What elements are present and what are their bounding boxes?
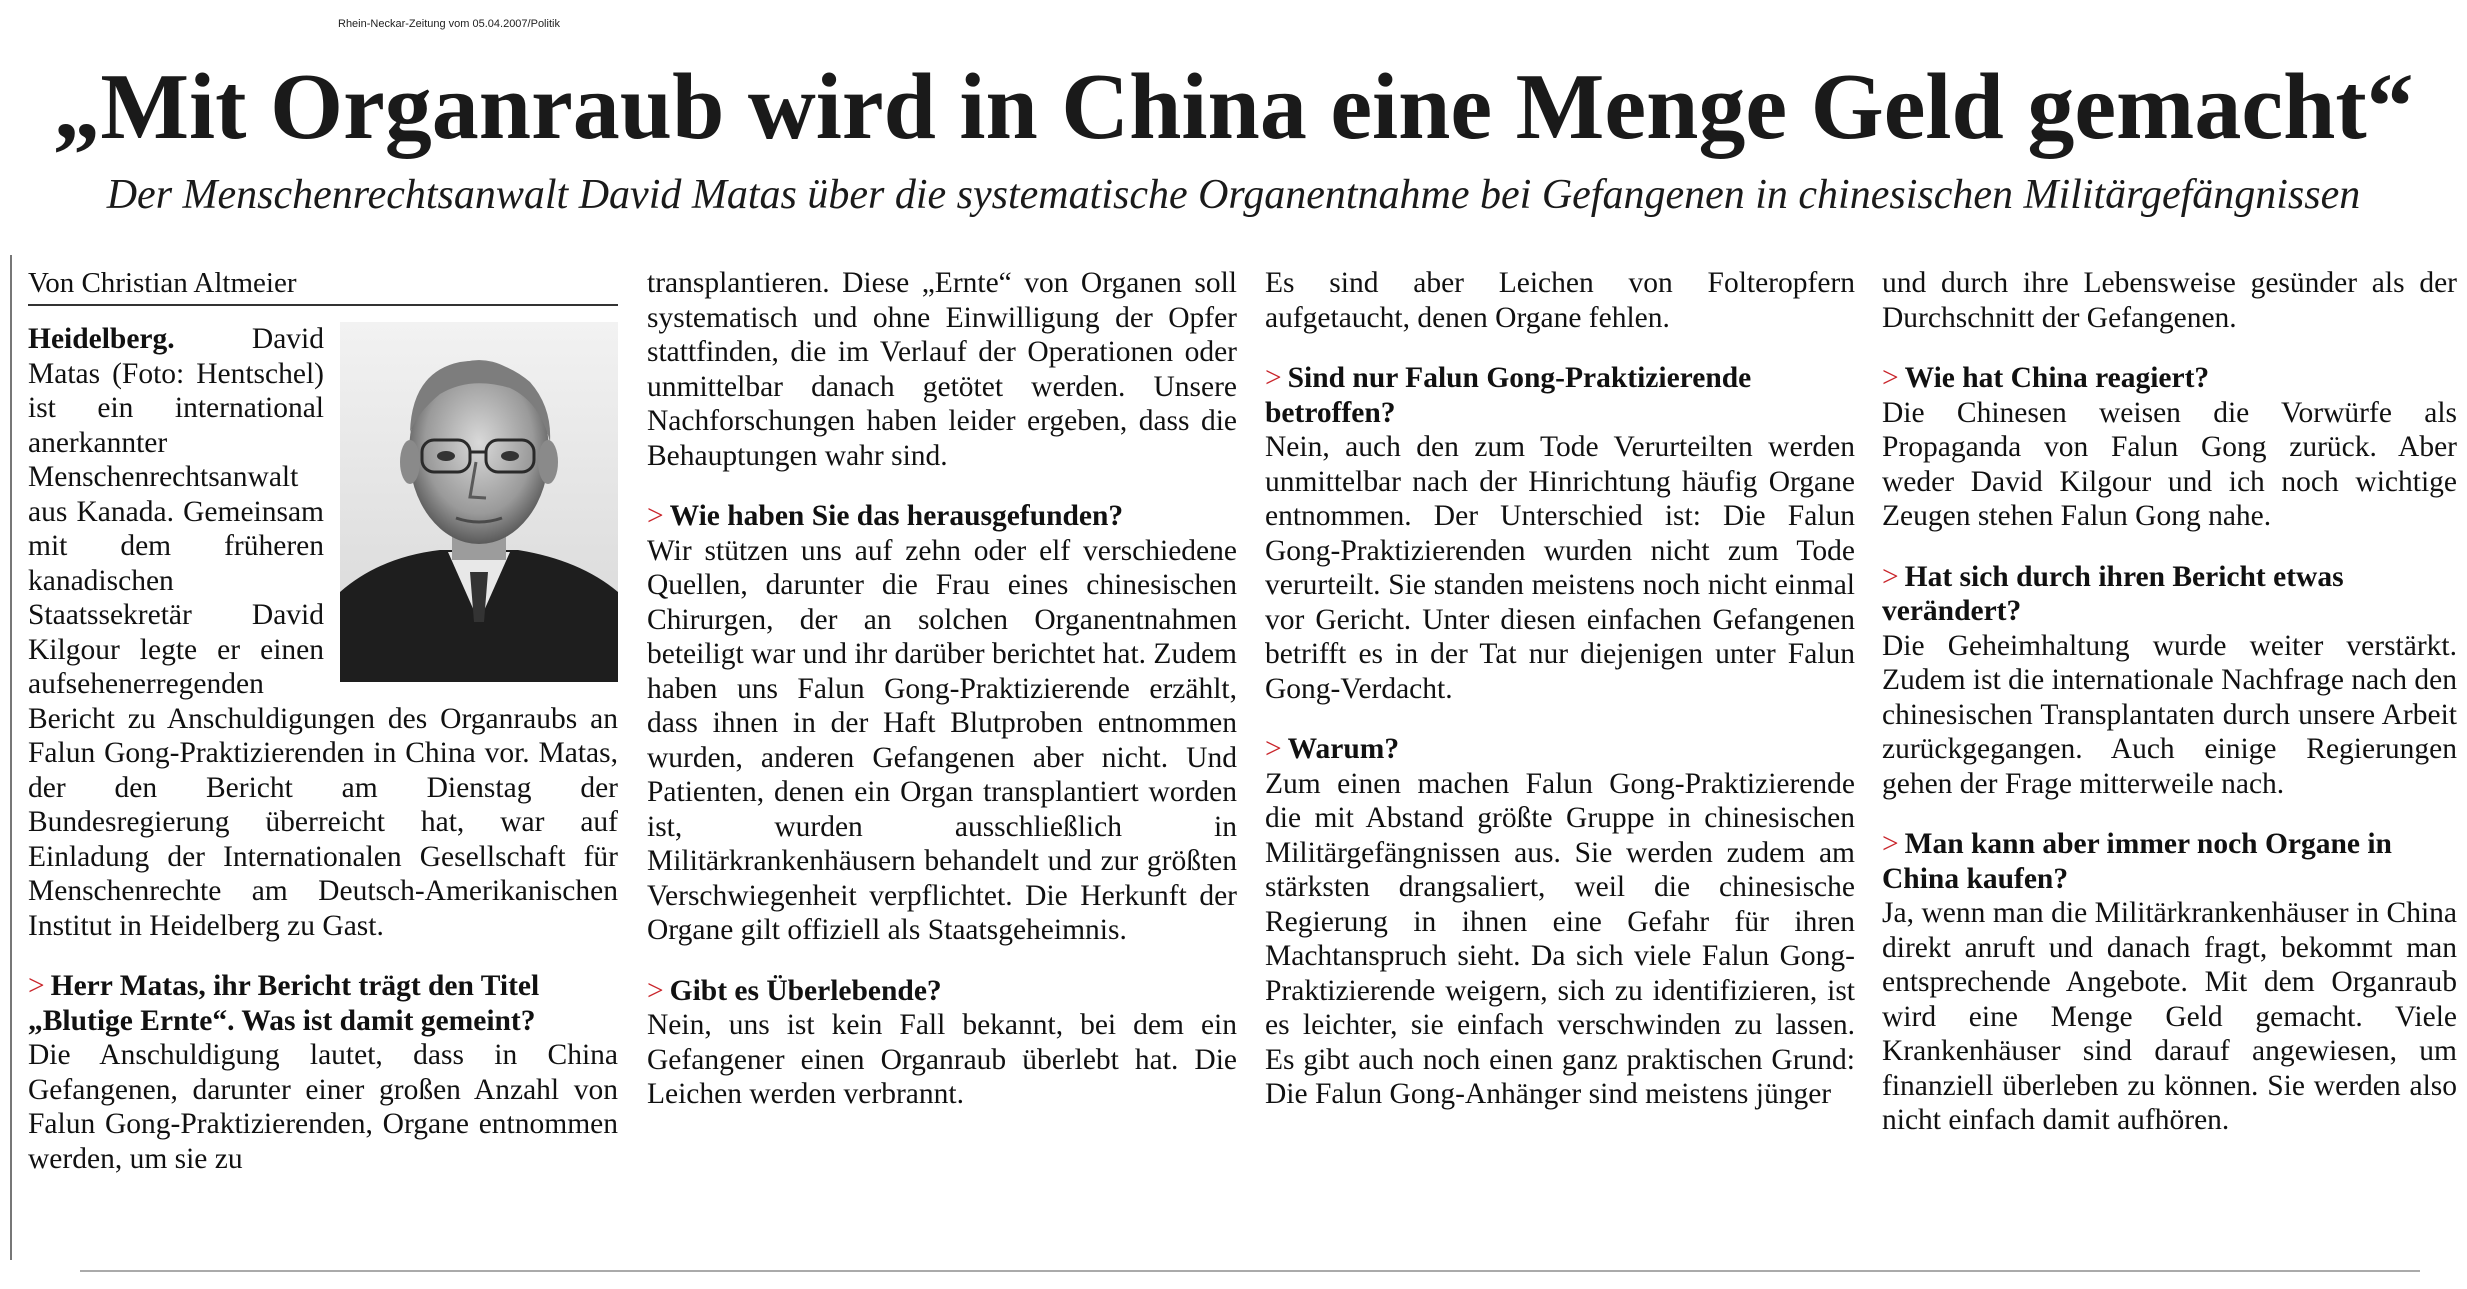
question — [647, 974, 1237, 1009]
question-text: Man kann aber immer noch Organe in China kaufen? — [1882, 828, 2392, 895]
bottom-rule — [80, 1270, 2420, 1272]
question-text: Gibt es Überlebende? — [669, 974, 942, 1007]
question-marker-icon: > — [1882, 828, 1899, 860]
question-marker-icon: > — [28, 970, 45, 1002]
question — [1882, 361, 2457, 396]
question-text: Warum? — [1287, 733, 1400, 765]
question-marker-icon: > — [647, 500, 664, 532]
answer: Die Geheimhaltung wurde weiter verstärkt. Zudem ist die internationale Nachfrage nach den chinesischen Transplantaten durch unsere Arbeit zurückgegangen. Auch einige Regierungen gehen der Frage mitterweile nach. — [1882, 629, 2458, 800]
author-byline: Von Christian Altmeier — [28, 266, 618, 306]
article-column-1 — [28, 266, 618, 1176]
answer-continued: Es sind aber Leichen von Folteropfern aufgetaucht, denen Organe fehlen. — [1265, 267, 1855, 334]
answer: Wir stützen uns auf zehn oder elf verschiedene Quellen, darunter die Frau eines chinesischen Chirurgen, der an solchen Organentnahmen beteiligt war und ihr darüber berichtet hat. Zudem haben uns Falun Gong-Praktizierende erzählt, dass ihnen in der Haft Blutproben entnommen wurden, anderen Gefangenen aber nicht. Und Patienten, denen ein Organ transplantiert worden ist, wurden ausschließlich in Militärkrankenhäusern behandelt und zur größten Verschwiegenheit verpflichtet. Die Herkunft der Organe gilt offiziell als Staatsgeheimnis. — [647, 534, 1237, 946]
article-column-2 — [647, 266, 1237, 1112]
question-text: Wie haben Sie das herausgefunden? — [669, 500, 1124, 532]
question-marker-icon: > — [647, 974, 664, 1007]
answer-continued: und durch ihre Lebensweise gesünder als der Durchschnitt der Gefangenen. — [1882, 267, 2457, 334]
portrait-photo-icon — [340, 322, 618, 682]
question — [1265, 361, 1855, 430]
source-line: Rhein-Neckar-Zeitung vom 05.04.2007/Politik — [338, 18, 560, 30]
answer: Zum einen machen Falun Gong-Praktizierende die mit Abstand größte Gruppe in chinesischen Militärgefängnissen aus. Sie werden zudem am stärksten drangsaliert, weil die chinesische Regierung in ihnen eine Gefahr für ihren Machtanspruch sieht. Da sich viele Falun Gong-Praktizierende weigern, sich zu identifizieren, ist es leichter, sie einfach verschwinden zu lassen. Es gibt auch noch einen ganz praktischen Grund: Die Falun Gong-Anhänger sind meistens jünger — [1265, 767, 1855, 1110]
question — [28, 969, 618, 1038]
intro-text: David Matas (Foto: Hentschel) ist ein international anerkannter Menschenrechtsanwalt aus Kanada. Gemeinsam mit dem früheren kanadischen Staatssekretär David Kilgour legte er einen aufsehenerregenden Bericht zu Anschuldigungen des Organraubs an Falun Gong-Praktizierenden in China vor. Matas, der den Bericht am Dienstag der Bundesregierung überreicht hat, war auf Einladung der Internationalen Gesellschaft für Menschenrechte am Deutsch-Amerikanischen Institut in Heidelberg zu Gast. — [28, 323, 618, 942]
answer: Die Chinesen weisen die Vorwürfe als Propaganda von Falun Gong zurück. Aber weder David Kilgour und ich noch wichtige Zeugen stehen Falun Gong nahe. — [1882, 396, 2457, 532]
headline: „Mit Organraub wird in China eine Menge Geld gemacht“ — [53, 55, 2414, 159]
question — [1882, 560, 2457, 629]
left-border — [10, 255, 12, 1260]
answer: Nein, auch den zum Tode Verurteilten werden unmittelbar nach der Hinrichtung häufig Organe entnommen. Der Unterschied ist: Die Falun Gong-Praktizierenden wurden nicht zum Tode verurteilt. Sie standen meistens noch nicht einmal vor Gericht. Unter diesen einfachen Gefangenen betrifft es in der Tat nur diejenigen unter Falun Gong-Verdacht. — [1265, 431, 1855, 705]
question — [647, 499, 1237, 534]
question — [1265, 732, 1855, 767]
question — [1882, 827, 2457, 896]
answer: Die Anschuldigung lautet, dass in China Gefangenen, darunter einer großen Anzahl von Falun Gong-Praktizierenden, Organe entnommen werden, um sie zu — [28, 1039, 618, 1175]
question-marker-icon: > — [1265, 733, 1282, 765]
answer: Nein, uns ist kein Fall bekannt, bei dem ein Gefangener einen Organraub überlebt hat. Die Leichen werden verbrannt. — [647, 1009, 1237, 1110]
question-marker-icon: > — [1882, 560, 1899, 593]
dateline: Heidelberg. — [28, 323, 175, 355]
question-text: Wie hat China reagiert? — [1904, 362, 2210, 394]
question-marker-icon: > — [1265, 362, 1282, 394]
question-marker-icon: > — [1882, 362, 1899, 394]
question-text: Hat sich durch ihren Bericht etwas verändert? — [1882, 560, 2344, 627]
answer-continued: transplantieren. Diese „Ernte“ von Organen soll systematisch und ohne Einwilligung der Opfer stattfinden, die im Verlauf der Operationen oder unmittelbar danach getötet werden. Unsere Nachforschungen haben leider ergeben, dass die Behauptungen wahr sind. — [647, 267, 1237, 472]
answer: Ja, wenn man die Militärkrankenhäuser in China direkt anruft und danach fragt, bekommt man entsprechende Angebote. Mit dem Organraub wird eine Menge Geld gemacht. Viele Krankenhäuser sind darauf angewiesen, um finanziell überleben zu können. Sie werden also nicht einfach damit aufhören. — [1882, 897, 2457, 1136]
article-column-3 — [1265, 266, 1855, 1112]
subheadline: Der Menschenrechtsanwalt David Matas über die systematische Organentnahme bei Gefangenen in chinesischen Militärgefängnissen — [106, 172, 2361, 218]
question-text: Herr Matas, ihr Bericht trägt den Titel „Blutige Ernte“. Was ist damit gemeint? — [28, 970, 540, 1037]
question-text: Sind nur Falun Gong-Praktizierende betroffen? — [1265, 362, 1752, 429]
article-column-4 — [1882, 266, 2457, 1138]
